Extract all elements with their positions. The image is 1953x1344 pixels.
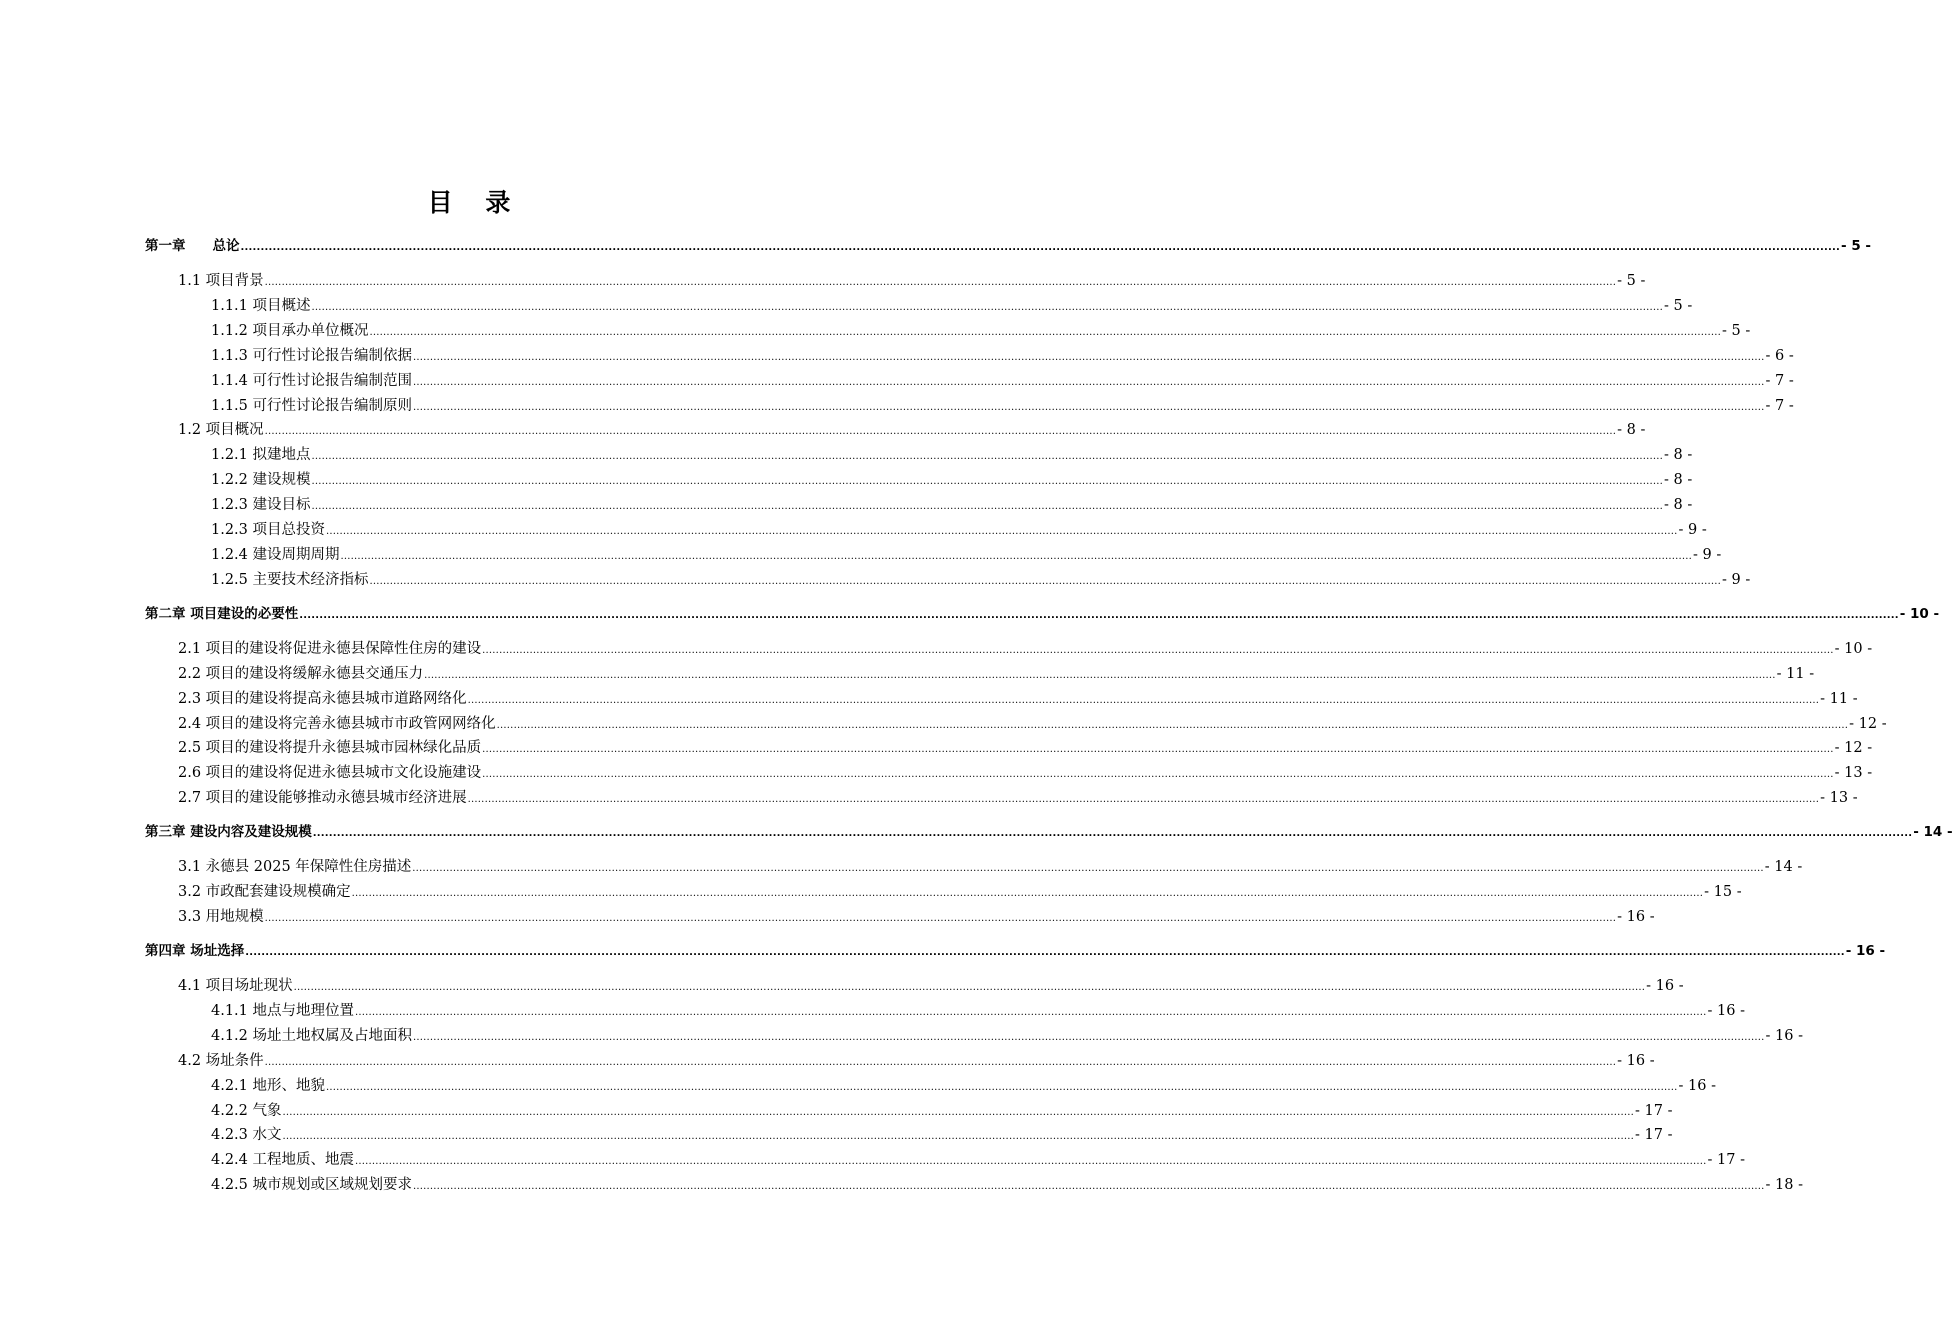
toc-chapter-entry[interactable] — [145, 234, 1872, 258]
toc-leader-dots: ................................................................................................................................................................................................................................................................................................................................................................................................................ — [351, 888, 1704, 900]
toc-leader-dots: ................................................................................................................................................................................................................................................................................................................................................................................................................ — [369, 326, 1721, 338]
toc-leader-dots: ................................................................................................................................................................................................................................................................................................................................................................................................................ — [240, 242, 1841, 253]
toc-entry-page-number: - 17 - — [1635, 1127, 1673, 1144]
toc-entry-page-number: - 13 - — [1834, 765, 1873, 782]
toc-subsection-entry[interactable] — [211, 999, 1745, 1023]
toc-entry-label: 1.2.3 建设目标 — [211, 497, 311, 514]
toc-subsection-entry[interactable] — [211, 1074, 1716, 1098]
toc-entry-page-number: - 14 - — [1764, 859, 1803, 876]
toc-entry-label: 2.4 项目的建设将完善永德县城市市政管网网络化 — [178, 715, 496, 732]
toc-chapter-entry[interactable] — [145, 820, 1953, 844]
toc-entry-label: 1.2.2 建设规模 — [211, 472, 311, 489]
toc-subsection-entry[interactable] — [211, 369, 1794, 393]
toc-subsection-entry[interactable] — [211, 294, 1693, 318]
toc-entry-label: 1.2.4 建设周期周期 — [211, 546, 340, 563]
toc-leader-dots: ................................................................................................................................................................................................................................................................................................................................................................................................................ — [496, 719, 1849, 731]
toc-section-entry[interactable] — [178, 1049, 1655, 1073]
toc-entry-page-number: - 16 - — [1617, 1052, 1655, 1069]
toc-entry-page-number: - 11 - — [1776, 665, 1815, 682]
toc-entry-label: 1.1 项目背景 — [178, 273, 264, 289]
toc-entry-page-number: - 8 - — [1617, 422, 1646, 439]
toc-entry-label: 4.2.2 气象 — [211, 1102, 282, 1119]
toc-leader-dots: ................................................................................................................................................................................................................................................................................................................................................................................................................ — [264, 1056, 1617, 1068]
toc-entry-label: 1.2.5 主要技术经济指标 — [211, 571, 369, 588]
toc-leader-dots: ................................................................................................................................................................................................................................................................................................................................................................................................................ — [413, 376, 1765, 388]
toc-section-entry[interactable] — [178, 662, 1815, 686]
toc-section-entry[interactable] — [178, 786, 1858, 810]
toc-entry-label: 第二章 项目建设的必要性 — [145, 605, 299, 622]
toc-chapter-entry[interactable] — [145, 602, 1940, 626]
toc-entry-page-number: - 6 - — [1765, 347, 1794, 364]
toc-entry-label: 1.1.2 项目承办单位概况 — [211, 322, 369, 339]
toc-subsection-entry[interactable] — [211, 1099, 1673, 1123]
toc-entry-page-number: - 17 - — [1707, 1152, 1745, 1169]
toc-entry-page-number: - 18 - — [1765, 1177, 1803, 1194]
toc-leader-dots: ................................................................................................................................................................................................................................................................................................................................................................................................................ — [413, 1181, 1765, 1193]
toc-entry-page-number: - 8 - — [1664, 472, 1693, 489]
toc-entry-page-number: - 16 - — [1617, 909, 1655, 925]
toc-leader-dots: ................................................................................................................................................................................................................................................................................................................................................................................................................ — [482, 744, 1834, 756]
toc-entry-label: 1.1.4 可行性讨论报告编制范围 — [211, 372, 413, 389]
toc-entry-label: 1.2.3 项目总投资 — [211, 522, 326, 538]
toc-entry-page-number: - 16 - — [1707, 1002, 1745, 1019]
toc-entry-label: 4.2.1 地形、地貌 — [211, 1077, 326, 1094]
toc-section-entry[interactable] — [178, 855, 1803, 879]
toc-entry-page-number: - 9 - — [1678, 522, 1707, 538]
toc-entry-label: 第一章 总论 — [145, 238, 240, 254]
toc-subsection-entry[interactable] — [211, 1024, 1803, 1048]
toc-leader-dots: ................................................................................................................................................................................................................................................................................................................................................................................................................ — [264, 426, 1617, 438]
toc-entry-label: 1.2 项目概况 — [178, 422, 264, 439]
toc-entry-label: 2.6 项目的建设将促进永德县城市文化设施建设 — [178, 765, 482, 782]
toc-leader-dots: ................................................................................................................................................................................................................................................................................................................................................................................................................ — [482, 644, 1834, 656]
toc-section-entry[interactable] — [178, 269, 1646, 293]
toc-entry-page-number: - 5 - — [1722, 322, 1751, 339]
toc-entry-label: 4.2.4 工程地质、地震 — [211, 1152, 355, 1169]
toc-subsection-entry[interactable] — [211, 518, 1707, 542]
toc-section-entry[interactable] — [178, 418, 1646, 442]
toc-entry-label: 4.1.2 场址土地权属及占地面积 — [211, 1027, 413, 1044]
toc-section-entry[interactable] — [178, 761, 1873, 785]
toc-leader-dots: ................................................................................................................................................................................................................................................................................................................................................................................................................ — [413, 1031, 1765, 1043]
toc-leader-dots: ................................................................................................................................................................................................................................................................................................................................................................................................................ — [412, 863, 1764, 875]
toc-entry-label: 2.3 项目的建设将提高永德县城市道路网络化 — [178, 690, 467, 707]
toc-subsection-entry[interactable] — [211, 394, 1794, 418]
toc-entry-label: 2.1 项目的建设将促进永德县保障性住房的建设 — [178, 640, 482, 657]
toc-entry-page-number: - 12 - — [1849, 715, 1887, 732]
toc-leader-dots: ................................................................................................................................................................................................................................................................................................................................................................................................................ — [282, 1131, 1634, 1143]
toc-entry-label: 第三章 建设内容及建设规模 — [145, 824, 312, 841]
toc-entry-label: 4.1.1 地点与地理位置 — [211, 1002, 355, 1019]
toc-subsection-entry[interactable] — [211, 1173, 1803, 1197]
toc-entry-page-number: - 9 - — [1693, 546, 1722, 563]
toc-entry-page-number: - 16 - — [1678, 1077, 1716, 1094]
toc-entry-label: 1.1.1 项目概述 — [211, 297, 311, 314]
toc-subsection-entry[interactable] — [211, 493, 1693, 517]
toc-section-entry[interactable] — [178, 974, 1684, 998]
toc-entry-page-number: - 5 - — [1841, 238, 1872, 254]
toc-leader-dots: ................................................................................................................................................................................................................................................................................................................................................................................................................ — [311, 501, 1663, 513]
toc-entry-page-number: - 8 - — [1664, 447, 1693, 464]
toc-entry-label: 3.2 市政配套建设规模确定 — [178, 884, 351, 901]
toc-title: 目 录 — [427, 188, 523, 217]
toc-subsection-entry[interactable] — [211, 443, 1693, 467]
toc-entry-page-number: - 13 - — [1820, 790, 1858, 807]
toc-leader-dots: ................................................................................................................................................................................................................................................................................................................................................................................................................ — [340, 550, 1692, 562]
toc-entry-label: 4.2 场址条件 — [178, 1052, 264, 1069]
toc-entry-label: 3.3 用地规模 — [178, 909, 264, 925]
toc-entry-page-number: - 16 - — [1845, 943, 1886, 959]
toc-leader-dots: ................................................................................................................................................................................................................................................................................................................................................................................................................ — [299, 609, 1899, 621]
toc-entry-page-number: - 12 - — [1834, 740, 1873, 757]
toc-entry-page-number: - 5 - — [1664, 297, 1693, 314]
toc-entry-page-number: - 10 - — [1834, 640, 1873, 657]
toc-entry-page-number: - 11 - — [1820, 690, 1858, 707]
toc-subsection-entry[interactable] — [211, 344, 1794, 368]
toc-leader-dots: ................................................................................................................................................................................................................................................................................................................................................................................................................ — [326, 1081, 1678, 1093]
toc-leader-dots: ................................................................................................................................................................................................................................................................................................................................................................................................................ — [413, 401, 1765, 413]
toc-chapter-entry[interactable] — [145, 939, 1886, 963]
toc-entry-page-number: - 17 - — [1635, 1102, 1673, 1119]
toc-leader-dots: ................................................................................................................................................................................................................................................................................................................................................................................................................ — [293, 982, 1646, 993]
toc-entry-label: 1.1.5 可行性讨论报告编制原则 — [211, 397, 413, 414]
toc-section-entry[interactable] — [178, 905, 1655, 929]
toc-section-entry[interactable] — [178, 687, 1858, 711]
toc-leader-dots: ................................................................................................................................................................................................................................................................................................................................................................................................................ — [424, 669, 1776, 681]
toc-entry-label: 4.2.3 水文 — [211, 1127, 282, 1144]
toc-entry-label: 2.2 项目的建设将缓解永德县交通压力 — [178, 665, 424, 682]
toc-entry-page-number: - 5 - — [1617, 273, 1646, 289]
toc-leader-dots: ................................................................................................................................................................................................................................................................................................................................................................................................................ — [282, 1106, 1634, 1118]
toc-leader-dots: ................................................................................................................................................................................................................................................................................................................................................................................................................ — [355, 1156, 1707, 1168]
toc-subsection-entry[interactable] — [211, 1123, 1673, 1147]
toc-section-entry[interactable] — [178, 637, 1873, 661]
toc-entry-label: 4.1 项目场址现状 — [178, 978, 293, 994]
toc-leader-dots: ................................................................................................................................................................................................................................................................................................................................................................................................................ — [264, 913, 1617, 924]
toc-entry-page-number: - 10 - — [1899, 605, 1940, 622]
toc-leader-dots: ................................................................................................................................................................................................................................................................................................................................................................................................................ — [312, 828, 1913, 840]
toc-leader-dots: ................................................................................................................................................................................................................................................................................................................................................................................................................ — [369, 575, 1721, 587]
toc-leader-dots: ................................................................................................................................................................................................................................................................................................................................................................................................................ — [467, 694, 1820, 706]
toc-leader-dots: ................................................................................................................................................................................................................................................................................................................................................................................................................ — [413, 351, 1765, 363]
toc-entry-label: 第四章 场址选择 — [145, 943, 245, 959]
toc-leader-dots: ................................................................................................................................................................................................................................................................................................................................................................................................................ — [355, 1006, 1707, 1018]
toc-entry-label: 3.1 永德县 2025 年保障性住房描述 — [178, 859, 412, 876]
toc-section-entry[interactable] — [178, 736, 1873, 760]
toc-subsection-entry[interactable] — [211, 543, 1722, 567]
toc-leader-dots: ................................................................................................................................................................................................................................................................................................................................................................................................................ — [482, 769, 1834, 781]
toc-entry-label: 4.2.5 城市规划或区域规划要求 — [211, 1177, 413, 1194]
toc-subsection-entry[interactable] — [211, 319, 1751, 343]
toc-entry-page-number: - 15 - — [1704, 884, 1742, 901]
toc-entry-page-number: - 14 - — [1913, 824, 1953, 841]
toc-leader-dots: ................................................................................................................................................................................................................................................................................................................................................................................................................ — [311, 301, 1663, 313]
toc-entry-page-number: - 16 - — [1646, 978, 1684, 994]
toc-leader-dots: ................................................................................................................................................................................................................................................................................................................................................................................................................ — [264, 277, 1617, 288]
toc-entry-page-number: - 7 - — [1765, 372, 1794, 389]
toc-subsection-entry[interactable] — [211, 1148, 1745, 1172]
toc-section-entry[interactable] — [178, 712, 1887, 736]
toc-subsection-entry[interactable] — [211, 568, 1751, 592]
toc-leader-dots: ................................................................................................................................................................................................................................................................................................................................................................................................................ — [311, 451, 1663, 463]
toc-entry-page-number: - 8 - — [1664, 497, 1693, 514]
toc-entry-label: 2.7 项目的建设能够推动永德县城市经济进展 — [178, 790, 467, 807]
toc-leader-dots: ................................................................................................................................................................................................................................................................................................................................................................................................................ — [467, 794, 1820, 806]
toc-entry-label: 1.2.1 拟建地点 — [211, 447, 311, 464]
toc-leader-dots: ................................................................................................................................................................................................................................................................................................................................................................................................................ — [245, 947, 1845, 958]
toc-leader-dots: ................................................................................................................................................................................................................................................................................................................................................................................................................ — [326, 526, 1678, 537]
toc-entry-page-number: - 9 - — [1722, 571, 1751, 588]
toc-leader-dots: ................................................................................................................................................................................................................................................................................................................................................................................................................ — [311, 476, 1663, 488]
toc-entry-label: 1.1.3 可行性讨论报告编制依据 — [211, 347, 413, 364]
toc-subsection-entry[interactable] — [211, 468, 1693, 492]
toc-entry-page-number: - 16 - — [1765, 1027, 1803, 1044]
toc-entry-label: 2.5 项目的建设将提升永德县城市园林绿化品质 — [178, 740, 482, 757]
toc-entry-page-number: - 7 - — [1765, 397, 1794, 414]
toc-section-entry[interactable] — [178, 880, 1742, 904]
